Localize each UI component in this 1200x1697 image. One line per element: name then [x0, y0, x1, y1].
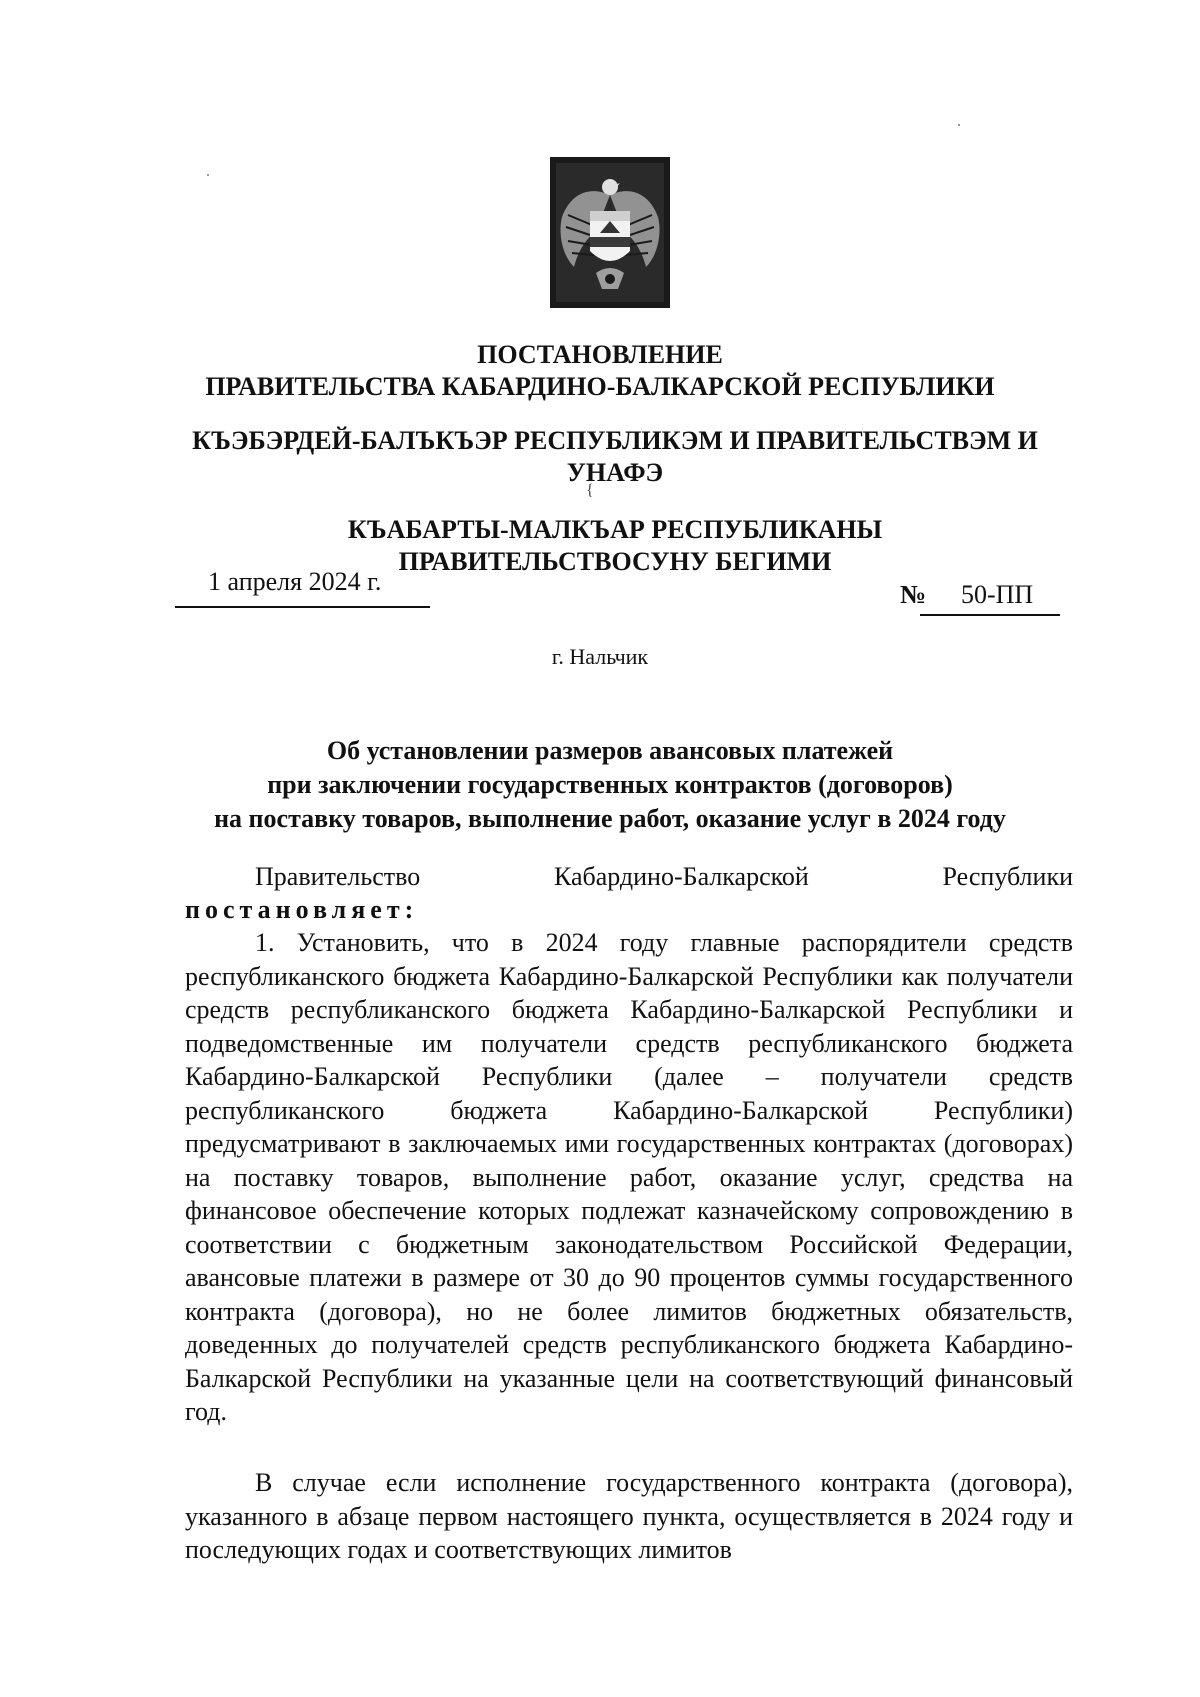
document-date: 1 апреля 2024 г.: [208, 567, 382, 596]
scan-speck: [207, 174, 209, 176]
paragraph-1: 1. Установить, что в 2024 году главные распорядители средств республиканского бюджета Кабардино-Балкарской Республики как получатели средств республиканского бюджета Кабардино-Балкарской Республики и подведомственные им получатели средств республиканского бюджета Кабардино-Балкарской Республики (далее – получатели средств республиканского бюджета Кабардино-Балкарской Республики) предусматривают в заключаемых ими государственных контрактах (договорах) на поставку товаров, выполнение работ, оказание услуг, средства на финансовое обеспечение которых подлежат казначейскому сопровождению в соответствии с бюджетным законодательством Российской Федерации, авансовые платежи в размере от 30 до 90 процентов суммы государственного контракта (договора), но не более лимитов бюджетных обязательств, доведенных до получателей средств республиканского бюджета Кабардино-Балкарской Республики на указанные цели на соответствующий финансовый год.: [185, 928, 1073, 1426]
preamble-text: Правительство Кабардино-Балкарской Республики: [255, 862, 1073, 891]
number-sign: №: [900, 580, 927, 609]
decree-word: постановляет:: [185, 895, 419, 924]
heading-balkar: КЪАБАРТЫ-МАЛКЪАР РЕСПУБЛИКАНЫ ПРАВИТЕЛЬСТВОСУНУ БЕГИМИ: [347, 515, 883, 576]
heading-line-1: ПОСТАНОВЛЕНИЕ: [477, 340, 723, 369]
heading-line-2: ПРАВИТЕЛЬСТВА КАБАРДИНО-БАЛКАРСКОЙ РЕСПУБЛИКИ: [205, 372, 995, 401]
number-underline: [920, 614, 1060, 616]
title-line-3: на поставку товаров, выполнение работ, оказание услуг в 2024 году: [214, 804, 1006, 833]
coat-of-arms-emblem: [548, 155, 672, 310]
title-line-2: при заключении государственных контрактов (договоров): [267, 770, 953, 799]
title-line-1: Об установлении размеров авансовых платежей: [326, 736, 894, 765]
document-heading: [0, 339, 1200, 403]
scan-speck: [958, 124, 960, 126]
document-number: 50-ПП: [961, 580, 1034, 609]
paragraph-2: В случае если исполнение государственного контракта (договора), указанного в абзаце первом настоящего пункта, осуществляется в 2024 году и последующих годах и соответствующих лимитов: [185, 1468, 1073, 1564]
heading-kabardian: КЪЭБЭРДЕЙ-БАЛЪКЪЭР РЕСПУБЛИКЭМ И ПРАВИТЕЛЬСТВЭМ И УНАФЭ: [192, 426, 1038, 487]
date-underline: [175, 606, 430, 608]
document-title: [160, 734, 1060, 836]
scan-mark: {: [586, 482, 594, 499]
document-city: г. Нальчик: [551, 644, 649, 669]
